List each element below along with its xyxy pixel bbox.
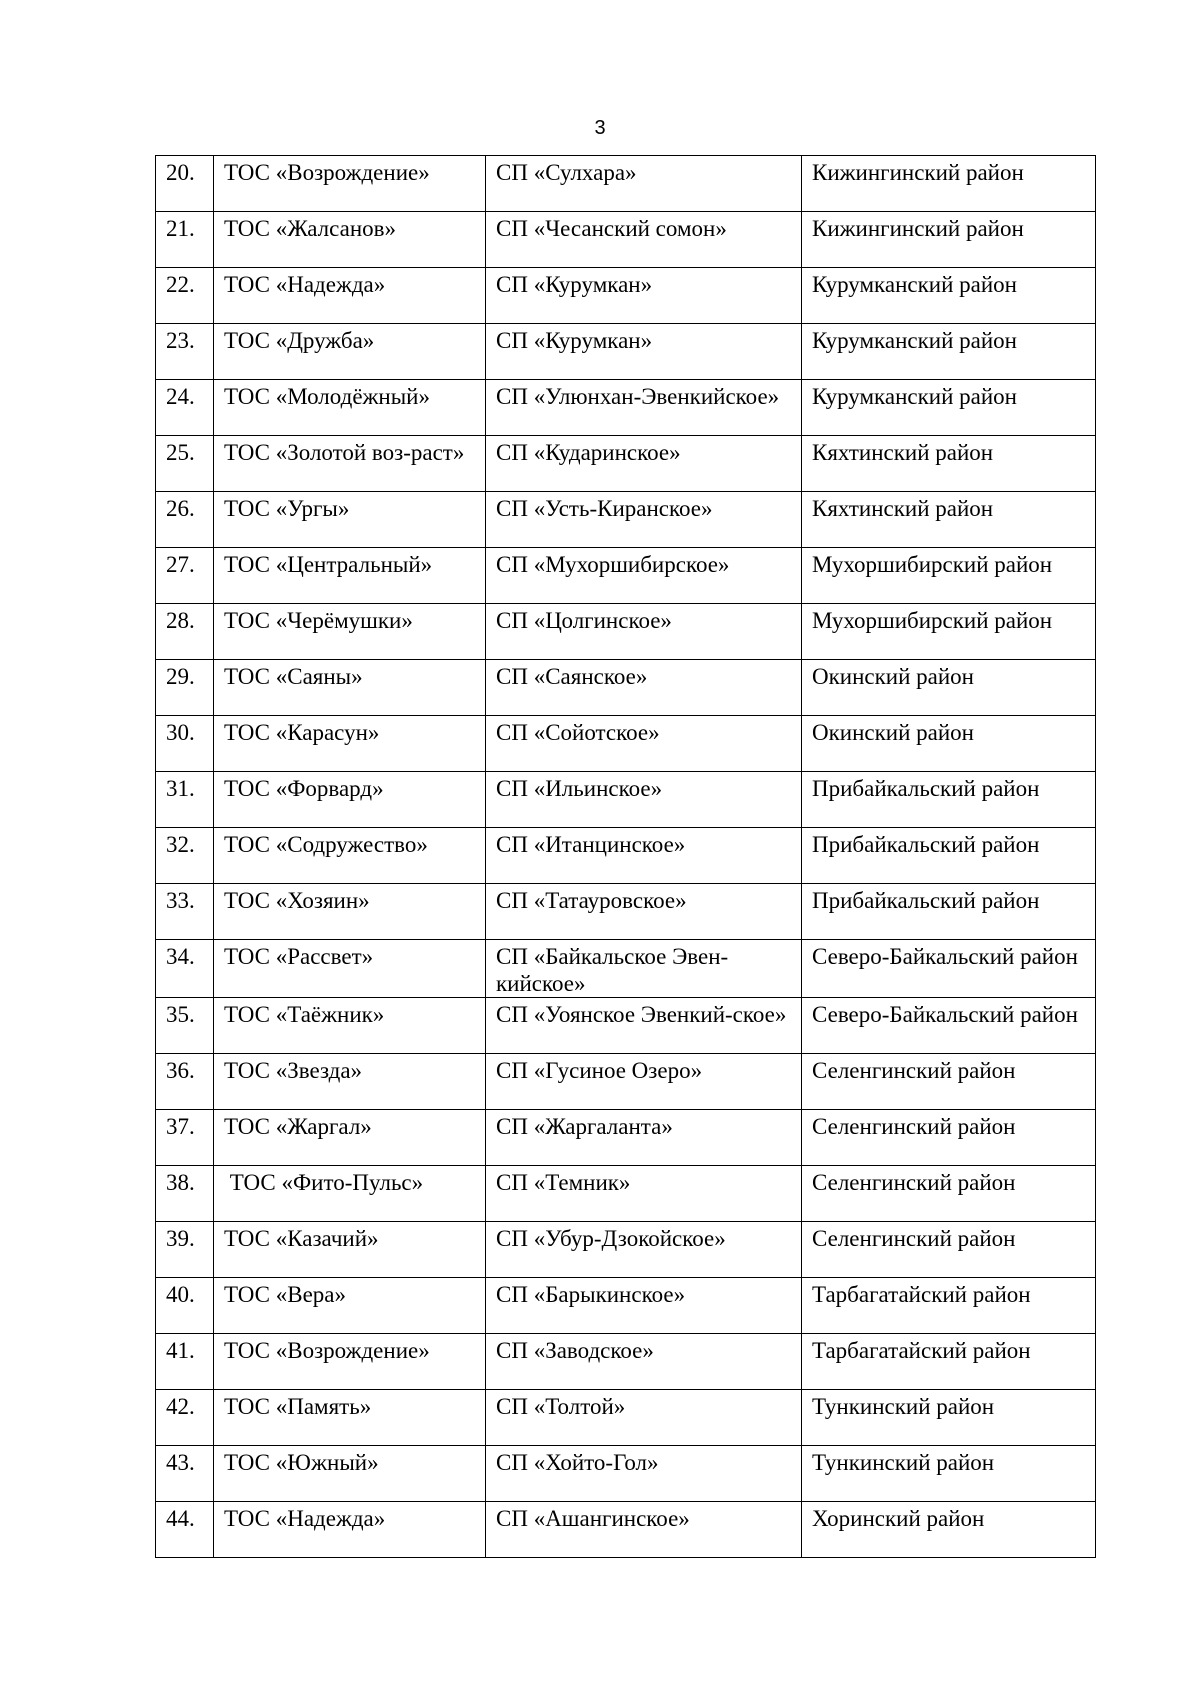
tos-name: ТОС «Жалсанов» — [214, 212, 486, 268]
district-name: Селенгинский район — [802, 1222, 1096, 1278]
row-number: 35. — [156, 998, 214, 1054]
tos-table-body — [156, 156, 1096, 1558]
row-number: 20. — [156, 156, 214, 212]
district-name: Кяхтинский район — [802, 492, 1096, 548]
tos-name: ТОС «Возрождение» — [214, 156, 486, 212]
row-number: 33. — [156, 884, 214, 940]
tos-name: ТОС «Южный» — [214, 1446, 486, 1502]
district-name: Селенгинский район — [802, 1166, 1096, 1222]
table-row — [156, 156, 1096, 212]
tos-name: ТОС «Возрождение» — [214, 1334, 486, 1390]
settlement-name: СП «Заводское» — [486, 1334, 802, 1390]
settlement-name: СП «Сулхара» — [486, 156, 802, 212]
tos-name: ТОС «Содружество» — [214, 828, 486, 884]
district-name: Прибайкальский район — [802, 772, 1096, 828]
row-number: 22. — [156, 268, 214, 324]
tos-name: ТОС «Ургы» — [214, 492, 486, 548]
district-name: Кижингинский район — [802, 156, 1096, 212]
settlement-name: СП «Толтой» — [486, 1390, 802, 1446]
tos-name: ТОС «Вера» — [214, 1278, 486, 1334]
district-name: Селенгинский район — [802, 1110, 1096, 1166]
table-row — [156, 324, 1096, 380]
settlement-name: СП «Сойотское» — [486, 716, 802, 772]
row-number: 27. — [156, 548, 214, 604]
tos-name: ТОС «Золотой воз-раст» — [214, 436, 486, 492]
district-name: Тункинский район — [802, 1446, 1096, 1502]
row-number: 28. — [156, 604, 214, 660]
district-name: Селенгинский район — [802, 1054, 1096, 1110]
row-number: 21. — [156, 212, 214, 268]
settlement-name: СП «Жаргаланта» — [486, 1110, 802, 1166]
row-number: 40. — [156, 1278, 214, 1334]
settlement-name: СП «Итанцинское» — [486, 828, 802, 884]
row-number: 39. — [156, 1222, 214, 1278]
table-row — [156, 380, 1096, 436]
tos-name: ТОС «Казачий» — [214, 1222, 486, 1278]
tos-name: ТОС «Рассвет» — [214, 940, 486, 998]
row-number: 37. — [156, 1110, 214, 1166]
row-number: 42. — [156, 1390, 214, 1446]
table-row — [156, 884, 1096, 940]
table-row — [156, 436, 1096, 492]
row-number: 30. — [156, 716, 214, 772]
settlement-name: СП «Темник» — [486, 1166, 802, 1222]
table-row — [156, 1390, 1096, 1446]
tos-table — [155, 155, 1096, 1558]
settlement-name: СП «Чесанский сомон» — [486, 212, 802, 268]
table-row — [156, 548, 1096, 604]
district-name: Тункинский район — [802, 1390, 1096, 1446]
tos-name: ТОС «Фито-Пульс» — [214, 1166, 486, 1222]
table-row — [156, 1222, 1096, 1278]
table-row — [156, 828, 1096, 884]
tos-name: ТОС «Надежда» — [214, 1502, 486, 1558]
district-name: Мухоршибирский район — [802, 604, 1096, 660]
settlement-name: СП «Байкальское Эвен-кийское» — [486, 940, 802, 998]
settlement-name: СП «Уоянское Эвенкий-ское» — [486, 998, 802, 1054]
row-number: 38. — [156, 1166, 214, 1222]
tos-name: ТОС «Жаргал» — [214, 1110, 486, 1166]
settlement-name: СП «Курумкан» — [486, 324, 802, 380]
settlement-name: СП «Барыкинское» — [486, 1278, 802, 1334]
table-row — [156, 1054, 1096, 1110]
tos-name: ТОС «Центральный» — [214, 548, 486, 604]
district-name: Курумканский район — [802, 268, 1096, 324]
table-row — [156, 212, 1096, 268]
table-row — [156, 1446, 1096, 1502]
row-number: 34. — [156, 940, 214, 998]
row-number: 23. — [156, 324, 214, 380]
settlement-name: СП «Цолгинское» — [486, 604, 802, 660]
row-number: 29. — [156, 660, 214, 716]
district-name: Окинский район — [802, 716, 1096, 772]
table-row — [156, 1278, 1096, 1334]
district-name: Мухоршибирский район — [802, 548, 1096, 604]
district-name: Курумканский район — [802, 324, 1096, 380]
district-name: Окинский район — [802, 660, 1096, 716]
row-number: 25. — [156, 436, 214, 492]
settlement-name: СП «Ашангинское» — [486, 1502, 802, 1558]
tos-name: ТОС «Дружба» — [214, 324, 486, 380]
district-name: Северо-Байкальский район — [802, 998, 1096, 1054]
settlement-name: СП «Курумкан» — [486, 268, 802, 324]
table-row — [156, 660, 1096, 716]
table-row — [156, 268, 1096, 324]
district-name: Кижингинский район — [802, 212, 1096, 268]
district-name: Кяхтинский район — [802, 436, 1096, 492]
tos-name: ТОС «Таёжник» — [214, 998, 486, 1054]
tos-name: ТОС «Молодёжный» — [214, 380, 486, 436]
row-number: 31. — [156, 772, 214, 828]
district-name: Северо-Байкальский район — [802, 940, 1096, 998]
table-row — [156, 1502, 1096, 1558]
settlement-name: СП «Убур-Дзокойское» — [486, 1222, 802, 1278]
table-row — [156, 604, 1096, 660]
district-name: Тарбагатайский район — [802, 1334, 1096, 1390]
district-name: Прибайкальский район — [802, 884, 1096, 940]
row-number: 43. — [156, 1446, 214, 1502]
table-row — [156, 772, 1096, 828]
tos-name: ТОС «Форвард» — [214, 772, 486, 828]
district-name: Тарбагатайский район — [802, 1278, 1096, 1334]
row-number: 41. — [156, 1334, 214, 1390]
row-number: 24. — [156, 380, 214, 436]
settlement-name: СП «Татауровское» — [486, 884, 802, 940]
row-number: 44. — [156, 1502, 214, 1558]
table-row — [156, 492, 1096, 548]
settlement-name: СП «Гусиное Озеро» — [486, 1054, 802, 1110]
tos-name: ТОС «Надежда» — [214, 268, 486, 324]
settlement-name: СП «Улюнхан-Эвенкийское» — [486, 380, 802, 436]
table-row — [156, 1110, 1096, 1166]
settlement-name: СП «Кударинское» — [486, 436, 802, 492]
settlement-name: СП «Мухоршибирское» — [486, 548, 802, 604]
district-name: Прибайкальский район — [802, 828, 1096, 884]
district-name: Курумканский район — [802, 380, 1096, 436]
table-row — [156, 1334, 1096, 1390]
tos-name: ТОС «Память» — [214, 1390, 486, 1446]
tos-name: ТОС «Звезда» — [214, 1054, 486, 1110]
table-row — [156, 998, 1096, 1054]
tos-name: ТОС «Карасун» — [214, 716, 486, 772]
settlement-name: СП «Ильинское» — [486, 772, 802, 828]
row-number: 32. — [156, 828, 214, 884]
tos-name: ТОС «Саяны» — [214, 660, 486, 716]
table-row — [156, 1166, 1096, 1222]
settlement-name: СП «Саянское» — [486, 660, 802, 716]
district-name: Хоринский район — [802, 1502, 1096, 1558]
page-number: 3 — [594, 117, 606, 139]
table-row — [156, 940, 1096, 998]
tos-name: ТОС «Черёмушки» — [214, 604, 486, 660]
tos-name: ТОС «Хозяин» — [214, 884, 486, 940]
settlement-name: СП «Хойто-Гол» — [486, 1446, 802, 1502]
table-row — [156, 716, 1096, 772]
settlement-name: СП «Усть-Киранское» — [486, 492, 802, 548]
row-number: 26. — [156, 492, 214, 548]
row-number: 36. — [156, 1054, 214, 1110]
